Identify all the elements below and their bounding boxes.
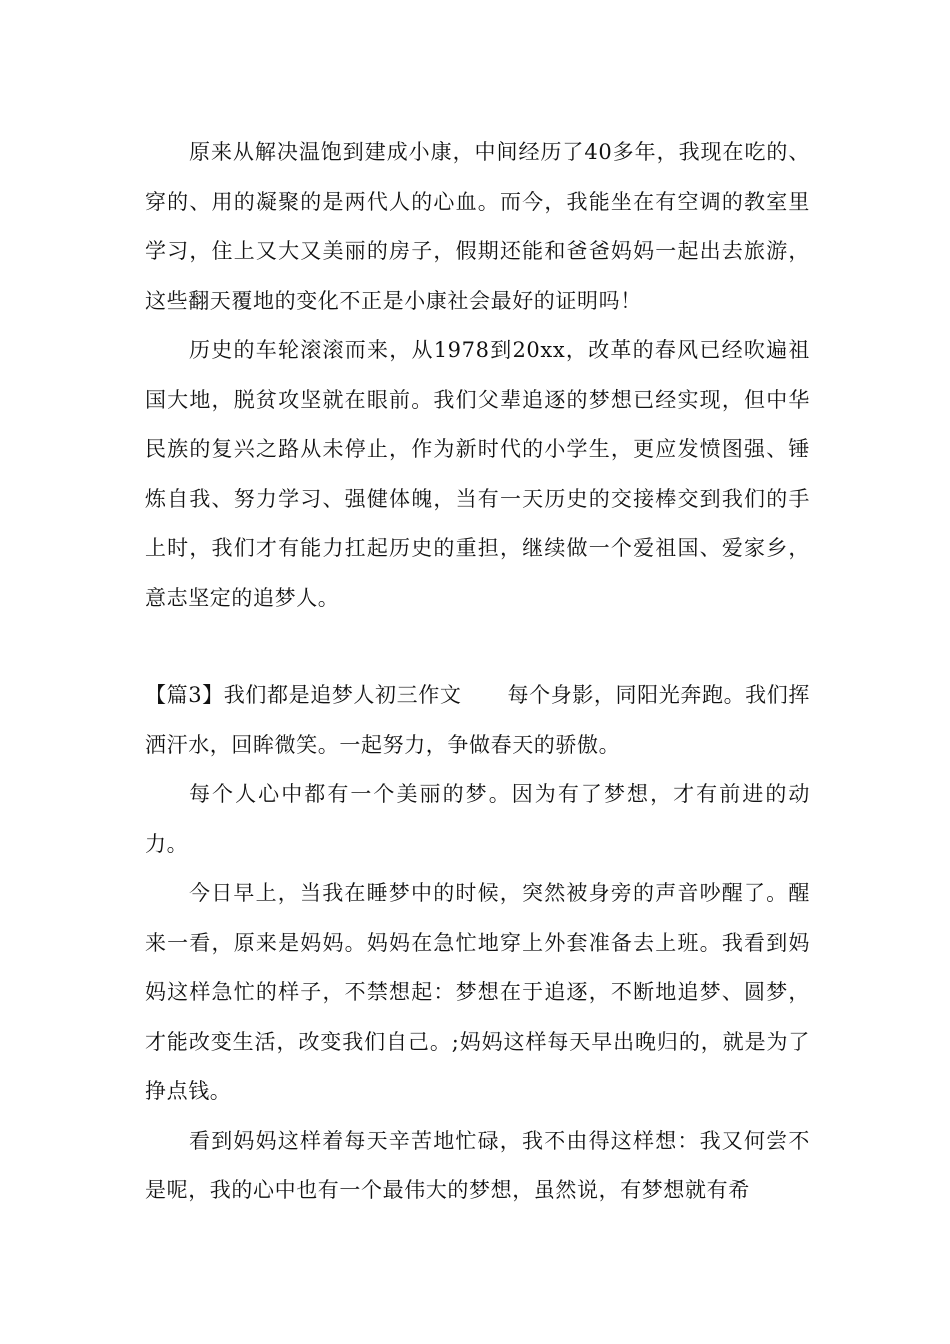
- paragraph-5: 看到妈妈这样着每天辛苦地忙碌，我不由得这样想：我又何尝不是呢，我的心中也有一个最伟大的梦想，虽然说，有梦想就有希: [145, 1128, 810, 1202]
- paragraph-1: 原来从解决温饱到建成小康，中间经历了40多年，我现在吃的、穿的、用的凝聚的是两代人的心血。而今，我能坐在有空调的教室里学习，住上又大又美丽的房子，假期还能和爸爸妈妈一起出去旅游，这些翻天覆地的变化不正是小康社会最好的证明吗！: [145, 140, 810, 313]
- document-body: [145, 128, 810, 1216]
- section-gap: [145, 623, 810, 671]
- paragraph-4: 今日早上，当我在睡梦中的时候，突然被身旁的声音吵醒了。醒来一看，原来是妈妈。妈妈在急忙地穿上外套准备去上班。我看到妈妈这样急忙的样子，不禁想起：梦想在于追逐，不断地追梦、圆梦，才能改变生活，改变我们自己。;妈妈这样每天早出晚归的，就是为了挣点钱。: [145, 881, 810, 1103]
- paragraph-2: 历史的车轮滚滚而来，从1978到20xx，改革的春风已经吹遍祖国大地，脱贫攻坚就在眼前。我们父辈追逐的梦想已经实现，但中华民族的复兴之路从未停止，作为新时代的小学生，更应发愤图强、锤炼自我、努力学习、强健体魄，当有一天历史的交接棒交到我们的手上时，我们才有能力扛起历史的重担，继续做一个爱祖国、爱家乡，意志坚定的追梦人。: [145, 338, 810, 610]
- section-intro: 每个身影，同阳光奔跑。我们挥洒汗水，回眸微笑。一起努力，争做春天的骄傲。: [145, 683, 810, 757]
- paragraph-3: 每个人心中都有一个美丽的梦。因为有了梦想，才有前进的动力。: [145, 782, 810, 856]
- section-heading-paragraph: [145, 671, 810, 770]
- section-heading: 【篇3】我们都是追梦人初三作文: [145, 683, 462, 707]
